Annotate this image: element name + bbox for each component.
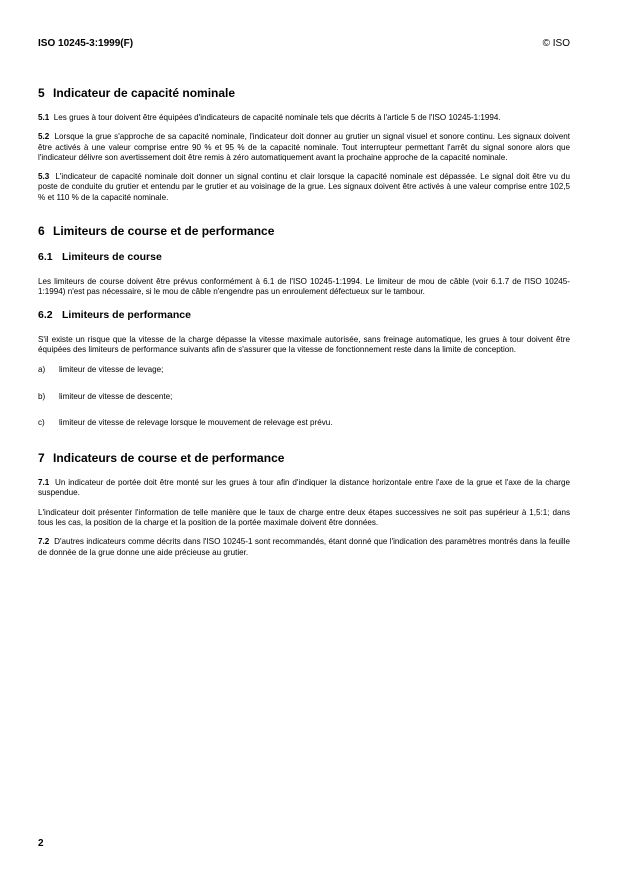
section-5-heading [38,86,570,100]
clause-7-1-continued: L'indicateur doit présenter l'information de telle manière que le taux de charge entre deux étapes successives ne soit pas supérieur à 1,5:1; dans tous les cas, la position de la charge et la position de la portée maximale doivent être données. [38,507,570,528]
clause-text: Les grues à tour doivent être équipées d'indicateurs de capacité nominale tels que décrits à l'article 5 de l'ISO 10245-1:1994. [53,113,501,122]
clause-text: L'indicateur de capacité nominale doit donner un signal continu et clair lorsque la capacité nominale est dépassée. Le signal doit être vu du poste de conduite du grutier et entendu par le grutier et au voisinage de la grue. Les signaux doivent être activés à une valeur comprise entre 102,5 % et 110 % de la capacité nominale. [38,172,570,202]
page-number: 2 [38,838,44,849]
section-title: Indicateur de capacité nominale [53,86,236,100]
subsection-title: Limiteurs de course [62,251,162,264]
clause-number: 5.1 [38,113,50,122]
list-item [38,392,570,402]
subsection-title: Limiteurs de performance [62,308,191,321]
clause-number: 5.3 [38,172,50,182]
list-marker: c) [38,417,45,427]
subsection-number: 6.2 [38,308,53,321]
section-6-heading [38,224,570,238]
subsection-6-2-text: S'il existe un risque que la vitesse de la charge dépasse la vitesse maximale autorisée, sans freinage automatique, les grues à tour doivent être équipées des limiteurs de performance suivants afin de s'assurer que la vitesse de fonctionnement reste dans la limite de conception. [38,334,570,354]
section-number: 5 [38,86,45,100]
clause-number: 5.2 [38,132,50,142]
list-item [38,365,570,375]
clause-5-3 [38,172,570,203]
page-content [38,86,570,558]
clause-number: 7.1 [38,478,50,488]
list-text: limiteur de vitesse de descente; [59,391,173,401]
section-title: Limiteurs de course et de performance [53,224,275,239]
clause-7-1 [38,478,570,499]
clause-text: Lorsque la grue s'approche de sa capacité nominale, l'indicateur doit donner au grutier un signal visuel et sonore continu. Les signaux doivent être activés à une valeur comprise entre 90 % et 95 % de la capacité nominale. Tout interrupteur permettant l'arrêt du signal sonore alors que l'indicateur délivre son avertissement doit être remis à zéro automatiquement avant la prochaine approche de la capacité nominale. [38,132,570,162]
list-text: limiteur de vitesse de relevage lorsque le mouvement de relevage est prévu. [59,417,333,427]
clause-5-2 [38,132,570,163]
clause-text: D'autres indicateurs comme décrits dans l'ISO 10245-1 sont recommandés, étant donné que l'indication des paramètres montrés dans la feuille de donnée de la grue donne une aide précieuse au grutier. [38,537,570,557]
document-id: ISO 10245-3:1999(F) [38,38,134,49]
section-number: 6 [38,224,45,239]
subsection-6-2-heading [38,309,570,322]
clause-number: 7.2 [38,537,50,547]
clause-5-1 [38,113,570,123]
subsection-6-1-heading [38,251,570,264]
list-marker: b) [38,391,46,401]
clause-text: Un indicateur de portée doit être monté sur les grues à tour afin d'indiquer la distance horizontale entre l'axe de la grue et l'axe de la charge suspendue. [38,478,571,498]
section-title: Indicateurs de course et de performance [53,451,285,466]
list-marker: a) [38,365,46,375]
subsection-number: 6.1 [38,251,53,264]
clause-7-2 [38,537,570,558]
section-7-heading [38,451,570,465]
list-item [38,418,570,428]
section-number: 7 [38,451,45,466]
list-text: limiteur de vitesse de levage; [59,365,164,375]
subsection-6-1-text: Les limiteurs de course doivent être prévus conformément à 6.1 de l'ISO 10245-1:1994. Le limiteur de mou de câble (voir 6.1.7 de l'ISO 10245-1:1994) n'est pas nécessaire, si le mou de câble n'engendre pas un enroulement défectueux sur le tambour. [38,277,570,297]
copyright-notice: © ISO [542,38,570,49]
